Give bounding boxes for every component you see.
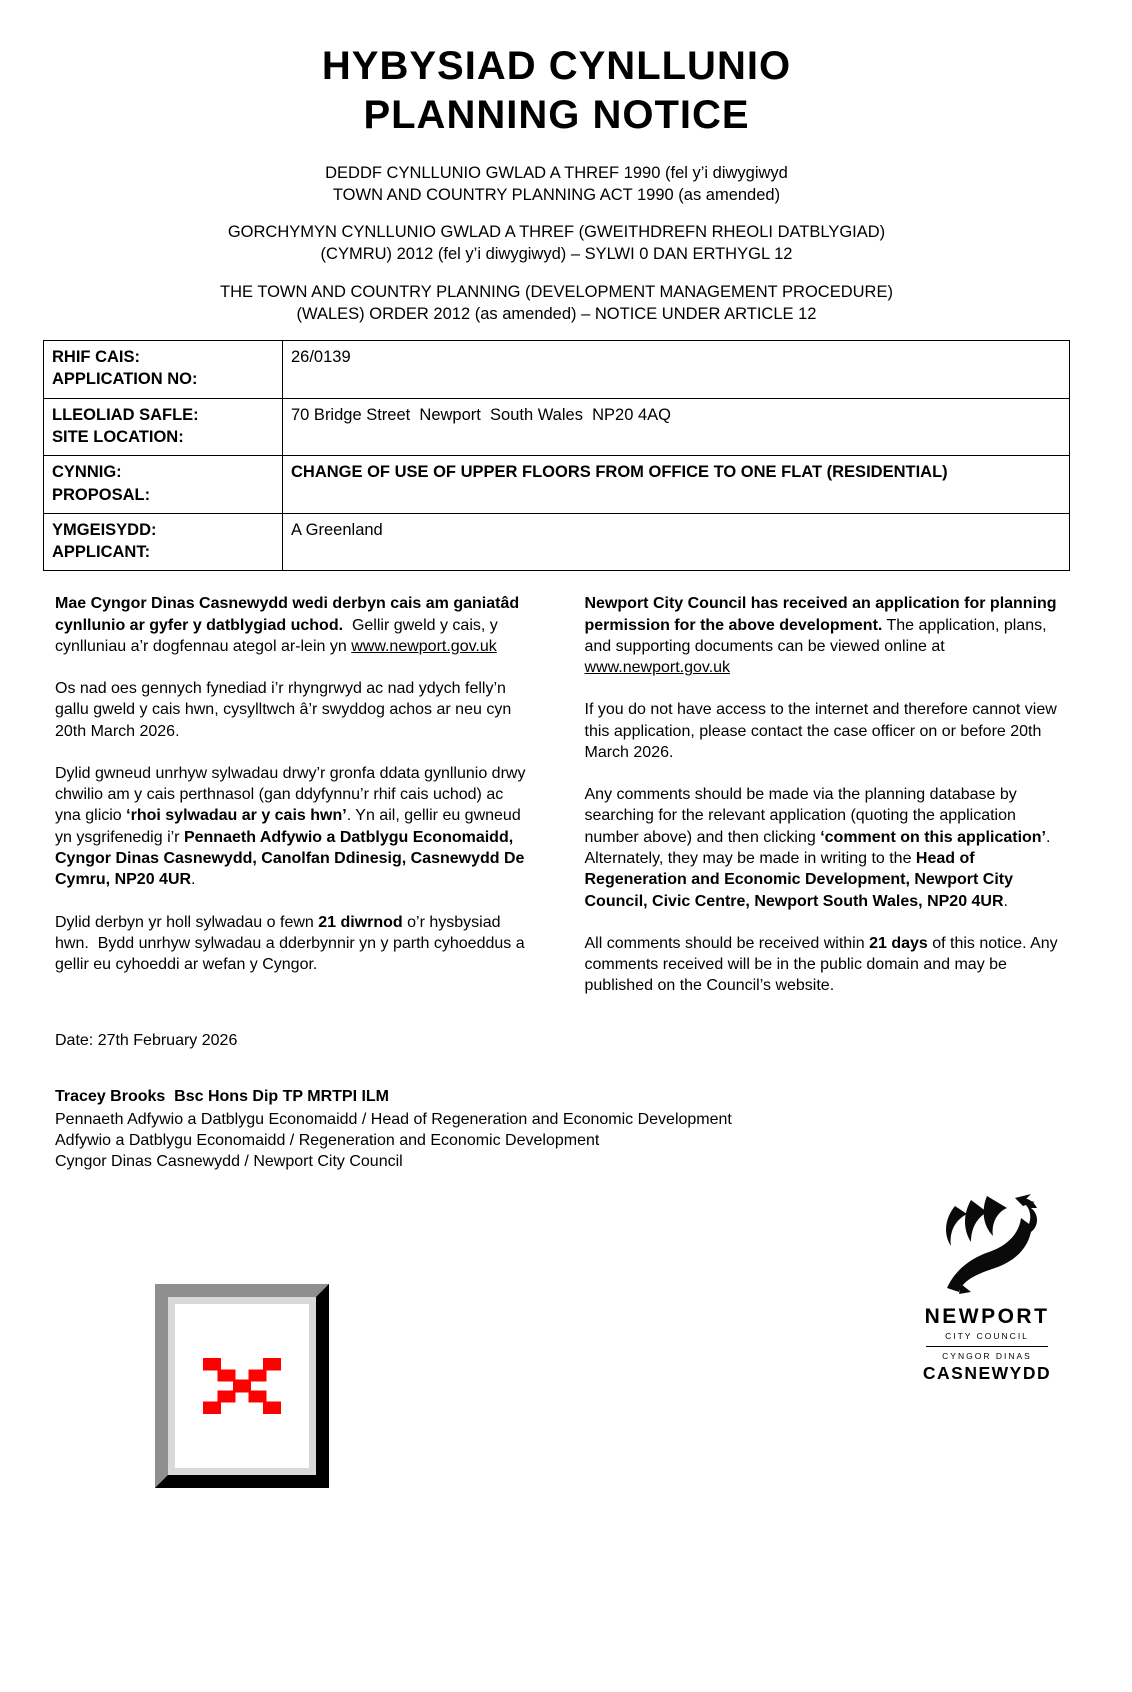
title-welsh: HYBYSIAD CYNLLUNIO [321,44,792,88]
date-line: Date: 27th February 2026 [55,1031,238,1049]
logo-subtitle-english: CITY COUNCIL [945,1331,1029,1341]
signature-block [55,1086,1070,1172]
welsh-paragraph-4 [55,912,529,976]
signatory-title-bilingual: Pennaeth Adfywio a Datblygu Economaidd / Head of Regeneration and Economic Development [55,1110,732,1128]
logo-name-welsh: CASNEWYDD [922,1363,1052,1383]
logo-divider [926,1346,1048,1347]
logo-subtitle-welsh: CYNGOR DINAS [942,1351,1032,1361]
label-english: PROPOSAL: [52,485,151,504]
welsh-paragraph-2 [55,678,529,742]
table-row-application-no [44,341,1070,399]
act-1-line-welsh: DEDDF CYNLLUNIO GWLAD A THREF 1990 (fel y’i diwygiwyd [325,163,788,182]
english-paragraph-1 [585,593,1059,678]
application-number-value: 26/0139 [283,341,1070,399]
welsh-column [43,593,541,1017]
page-title [43,42,1070,140]
body-text: . Yn ail, gellir eu gwneud yn ysgrifenedig i’r [55,807,521,846]
signatory-council: Cyngor Dinas Casnewydd / Newport City Council [55,1152,403,1170]
link-newport-website[interactable]: www.newport.gov.uk [584,659,731,677]
title-english: PLANNING NOTICE [363,92,750,137]
english-paragraph-3 [585,784,1059,912]
table-row-applicant [44,513,1070,571]
broken-image-x-icon [203,1357,281,1415]
table-row-proposal [44,456,1070,514]
body-text: . Alternately, they may be made in writing to the [584,828,1051,867]
english-column [573,593,1071,1017]
body-text: The application, plans, and supporting documents can be viewed online at [584,616,1047,655]
bilingual-body [43,593,1070,1017]
act-heading-3 [43,281,1070,326]
emphasized-text: ‘rhoi sylwadau ar y cais hwn’ [126,807,347,825]
broken-image-frame [168,1297,316,1475]
proposal-label [44,456,283,514]
act-1-line-english: TOWN AND COUNTRY PLANNING ACT 1990 (as amended) [332,185,781,204]
label-welsh: CYNNIG: [52,463,122,482]
english-paragraph-4 [585,933,1059,997]
act-heading-2 [43,221,1070,266]
emphasized-text: Mae Cyngor Dinas Casnewydd wedi derbyn cais am ganiatâd cynllunio ar gyfer y datblygiad uchod. [55,595,520,634]
label-english: SITE LOCATION: [52,427,184,446]
newport-gryphon-icon [912,1192,1062,1301]
label-welsh: RHIF CAIS: [52,348,140,367]
label-welsh: LLEOLIAD SAFLE: [52,405,199,424]
english-paragraph-2 [585,699,1059,763]
newport-city-council-logo [912,1192,1062,1384]
applicant-value: A Greenland [283,513,1070,571]
body-text: of this notice. Any comments received will be in the public domain and may be published on the Council’s website. [584,934,1058,995]
act-heading-1 [43,162,1070,207]
emphasized-text: Head of Regeneration and Economic Development, Newport City Council, Civic Centre, Newport South Wales, NP20 4UR [584,849,1014,910]
act-3-line-english-2: (WALES) ORDER 2012 (as amended) – NOTICE UNDER ARTICLE 12 [296,304,817,323]
site-location-label [44,398,283,456]
body-text: . [1003,892,1008,910]
emphasized-text: Pennaeth Adfywio a Datblygu Economaidd, Cyngor Dinas Casnewydd, Canolfan Ddinesig, Casnewydd De Cymru, NP20 4UR [55,828,525,889]
body-text: All comments should be received within [584,934,870,952]
act-2-line-welsh: GORCHYMYN CYNLLUNIO GWLAD A THREF (GWEITHDREFN RHEOLI DATBLYGIAD) [227,223,886,242]
label-english: APPLICATION NO: [52,370,198,389]
signatory-name: Tracey Brooks Bsc Hons Dip TP MRTPI ILM [55,1087,389,1105]
emphasized-text: ‘comment on this application’ [820,828,1046,846]
emphasized-text: 21 days [869,934,928,952]
body-text: If you do not have access to the internet and therefore cannot view this application, please contact the case officer on or before 20th March 2026. [584,701,1057,761]
body-text: Gellir gweld y cais, y cynlluniau a’r dogfennau ategol ar-lein yn [55,616,498,655]
signatory-department: Adfywio a Datblygu Economaidd / Regeneration and Economic Development [55,1131,600,1149]
logo-name-english: NEWPORT [924,1305,1050,1328]
welsh-paragraph-1 [55,593,529,657]
act-3-line-english-1: THE TOWN AND COUNTRY PLANNING (DEVELOPMENT MANAGEMENT PROCEDURE) [220,282,893,301]
application-details-table [43,340,1070,571]
emphasized-text: Newport City Council has received an application for planning permission for the above development. [584,595,1057,634]
label-welsh: YMGEISYDD: [52,520,157,539]
act-2-line-english: (CYMRU) 2012 (fel y’i diwygiwyd) – SYLWI 0 DAN ERTHYGL 12 [320,245,793,264]
application-no-label [44,341,283,399]
link-newport-website[interactable]: www.newport.gov.uk [351,637,497,655]
emphasized-text: 21 diwrnod [318,913,403,931]
proposal-value: CHANGE OF USE OF UPPER FLOORS FROM OFFICE TO ONE FLAT (RESIDENTIAL) [283,456,1070,514]
applicant-label [44,513,283,571]
body-text: o’r hysbysiad hwn. Bydd unrhyw sylwadau a dderbynnir yn y parth cyhoeddus a gellir eu cyhoeddi ar wefan y Cyngor. [55,913,525,974]
body-text: . [191,871,196,889]
welsh-paragraph-3 [55,763,529,891]
label-english: APPLICANT: [52,543,151,562]
site-location-value: 70 Bridge Street Newport South Wales NP20 4AQ [283,398,1070,456]
table-row-site-location [44,398,1070,456]
broken-image-placeholder [155,1284,329,1488]
footer-zone [43,1192,1070,1662]
body-text: Dylid gwneud unrhyw sylwadau drwy’r gronfa ddata gynllunio drwy chwilio am y cais perthnasol (gan ddyfynnu’r rhif cais uchod) ac yna glicio [55,764,526,825]
body-text: Dylid derbyn yr holl sylwadau o fewn [55,913,319,931]
body-text: Any comments should be made via the planning database by searching for the relevant application (quoting the application number above) and then clicking [584,786,1017,846]
body-text: Os nad oes gennych fynediad i’r rhyngrwyd ac nad ydych felly’n gallu gweld y cais hwn, cysylltwch â’r swyddog achos ar neu cyn 20th March 2026. [55,680,512,740]
